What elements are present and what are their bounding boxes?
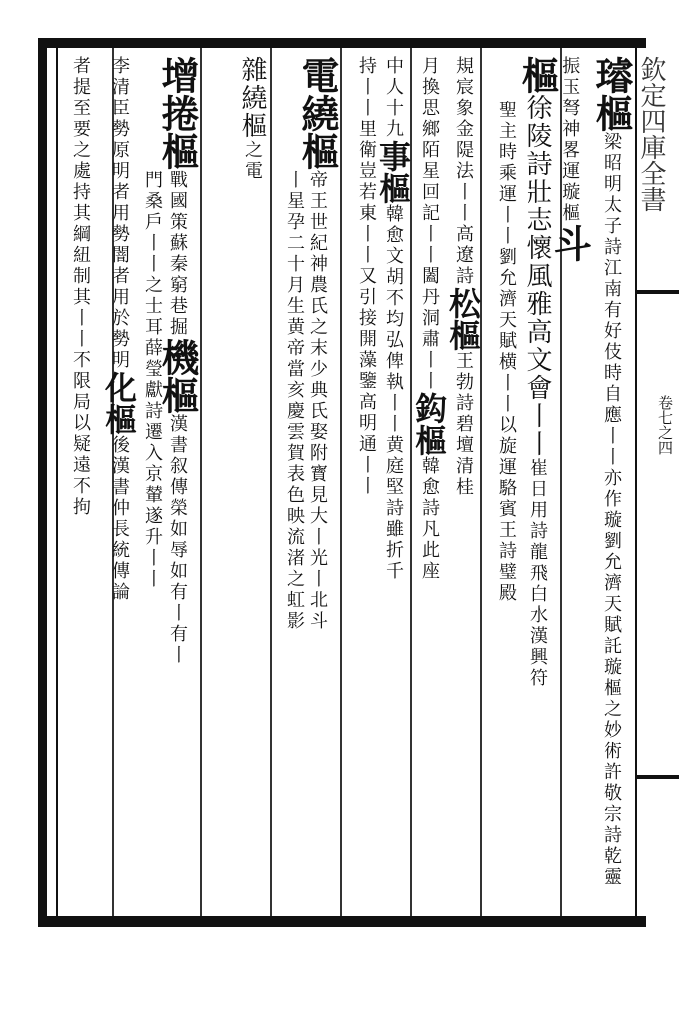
text-column-10: [90, 56, 136, 906]
entry-heading: 化樞: [100, 371, 138, 435]
entry-heading: 璿樞: [589, 56, 634, 132]
text-column-11: [60, 56, 90, 906]
entry-text: 不限局以疑遠不拘: [70, 350, 91, 518]
entry-heading: 松樞: [444, 287, 482, 351]
entry-heading: 樞: [515, 56, 560, 94]
running-head-title: 欽定四庫全書: [636, 56, 666, 212]
entry-text: 李清臣勢原明者用勢闇者用於勢明: [109, 56, 130, 371]
entry-text: 王勃詩碧壇清桂: [453, 351, 474, 498]
entry-note: 崔日用詩龍飛白水漢興符: [527, 458, 548, 689]
entry-heading: 電繞樞: [295, 56, 340, 170]
text-column-5: [374, 56, 412, 906]
entry-note: 聖主時乘運: [496, 100, 517, 205]
column-rule: [270, 48, 272, 916]
entry-heading: 斗: [547, 224, 593, 262]
entry-text: 後漢書仲長統傳論: [109, 435, 130, 603]
entry-heading: 鈎樞: [410, 392, 448, 456]
text-column-8: [206, 56, 266, 906]
entry-heading: 增捲樞: [155, 56, 200, 170]
entry-note: 帝王世紀神農氏之末少典氏娶附寳見大丨光丨北斗: [307, 170, 328, 632]
frame-inner-left-rule: [56, 48, 58, 916]
column-rule: [340, 48, 342, 916]
margin-separator: [637, 775, 679, 779]
entry-text: 持丨丨: [356, 56, 377, 119]
entry-heading: 機樞: [155, 338, 200, 414]
running-head-chapter: 卷七之四: [656, 395, 674, 455]
entry-heading: 雜繞樞: [237, 56, 267, 140]
entry-text: 韓愈詩凡此座: [419, 456, 440, 582]
entry-text: 漢書叙傳榮如辱如有丨有丨: [167, 414, 188, 666]
entry-text: 韓愈文胡不均弘俾執丨丨黄庭堅詩雖折千: [383, 204, 404, 582]
entry-note: 門桑戶丨丨之士耳: [142, 170, 163, 338]
frame-top-border: [38, 38, 646, 48]
text-column-2-sub: [486, 100, 516, 950]
entry-heading: 事樞: [374, 140, 412, 204]
entry-text: 者提至要之處持其綱紐制其丨丨: [70, 56, 91, 350]
entry-text: 戰國策蘇秦窮巷掘: [167, 170, 188, 338]
entry-text: 規宸象金隄法丨丨高遼詩: [453, 56, 474, 287]
text-column-1: [547, 56, 634, 906]
text-column-7-sub: [276, 170, 304, 1020]
text-column-4: [410, 56, 448, 906]
entry-note: 丨丨劉允濟天賦横丨丨以旋運駱賓王詩璧殿: [496, 205, 517, 604]
entry-note: 之電: [242, 140, 263, 182]
entry-text: 梁昭明太子詩江南有好伎時自應丨丨亦作璇劉允濟天賦託璇樞之妙術許敬宗詩乾靈振玉弩神畧運璇樞: [559, 56, 622, 888]
text-column-3: [444, 56, 482, 906]
entry-text: 中人十九: [383, 56, 404, 140]
column-rule: [200, 48, 202, 916]
text-column-6: [344, 56, 376, 906]
entry-text: 徐陵詩壯志懷風雅高文會丨丨: [522, 94, 552, 458]
entry-note: 闔丹洞肅丨丨: [419, 266, 440, 392]
entry-note: 里衛豈若東丨丨又引接開藻鑒高明通丨丨: [356, 119, 377, 497]
entry-text: 月換思鄉陌星回記丨丨: [419, 56, 440, 266]
frame-bottom-border: [38, 916, 646, 927]
margin-separator: [637, 290, 679, 294]
frame-left-border: [38, 38, 47, 927]
text-column-9-sub: [134, 170, 162, 1020]
entry-note: 薛瑩獻詩遷入京輦遂升丨丨: [142, 338, 163, 590]
entry-note: 丨星孕二十月生黄帝當亥慶雲賀表色映流渚之虹影: [284, 170, 305, 632]
column-rule: [480, 48, 482, 916]
